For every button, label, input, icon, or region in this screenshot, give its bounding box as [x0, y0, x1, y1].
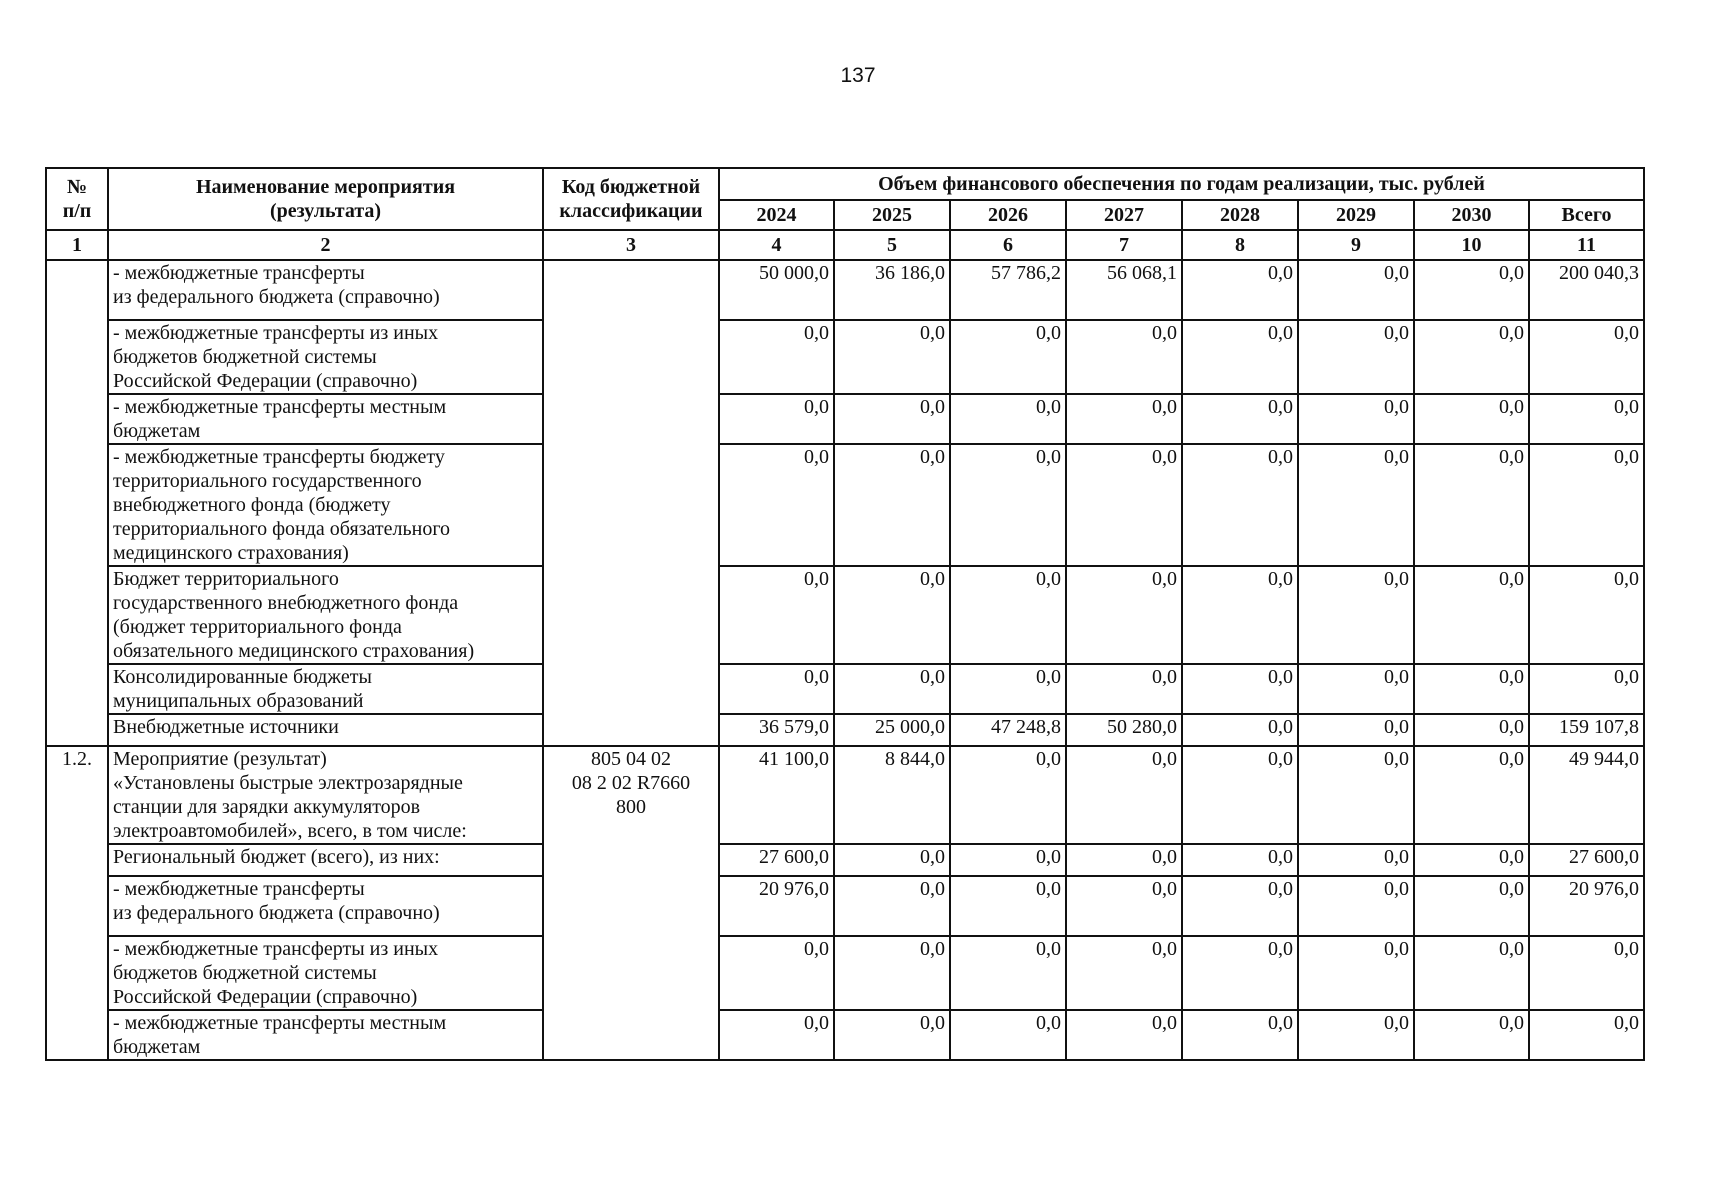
- year-value-cell: 0,0: [1298, 444, 1414, 566]
- budget-code-cell: 805 04 02 08 2 02 R7660 800: [543, 746, 719, 1060]
- activity-name-cell: - межбюджетные трансферты местным бюджетам: [108, 1010, 543, 1060]
- activity-name-cell: Внебюджетные источники: [108, 714, 543, 746]
- activity-name-cell: - межбюджетные трансферты местным бюджетам: [108, 394, 543, 444]
- header-total: Всего: [1529, 200, 1644, 230]
- year-value-cell: 0,0: [834, 1010, 950, 1060]
- year-value-cell: 0,0: [1414, 566, 1529, 664]
- year-value-cell: 36 186,0: [834, 260, 950, 320]
- year-value-cell: 0,0: [1414, 844, 1529, 876]
- year-value-cell: 0,0: [1298, 936, 1414, 1010]
- table-row: [46, 936, 1644, 1010]
- year-value-cell: 36 579,0: [719, 714, 834, 746]
- year-value-cell: 0,0: [1182, 664, 1298, 714]
- total-value-cell: 0,0: [1529, 566, 1644, 664]
- column-number: 9: [1298, 230, 1414, 260]
- header-year: 2027: [1066, 200, 1182, 230]
- header-year: 2026: [950, 200, 1066, 230]
- table-row: [46, 876, 1644, 936]
- header-year: 2030: [1414, 200, 1529, 230]
- year-value-cell: 0,0: [1298, 1010, 1414, 1060]
- table-row: [46, 444, 1644, 566]
- year-value-cell: 0,0: [834, 444, 950, 566]
- header-year: 2024: [719, 200, 834, 230]
- year-value-cell: 0,0: [834, 664, 950, 714]
- year-value-cell: 20 976,0: [719, 876, 834, 936]
- year-value-cell: 0,0: [1414, 394, 1529, 444]
- page-number: 137: [840, 64, 876, 87]
- table-row: [46, 714, 1644, 746]
- column-number: 4: [719, 230, 834, 260]
- row-number-cell: 1.2.: [46, 746, 108, 1060]
- year-value-cell: 0,0: [834, 876, 950, 936]
- table-row: [46, 394, 1644, 444]
- year-value-cell: 25 000,0: [834, 714, 950, 746]
- funding-table: [45, 167, 1645, 1061]
- column-number: 8: [1182, 230, 1298, 260]
- year-value-cell: 0,0: [1066, 394, 1182, 444]
- header-year: 2029: [1298, 200, 1414, 230]
- year-value-cell: 0,0: [1414, 746, 1529, 844]
- year-value-cell: 0,0: [950, 1010, 1066, 1060]
- year-value-cell: 0,0: [1182, 746, 1298, 844]
- column-number: 3: [543, 230, 719, 260]
- year-value-cell: 0,0: [1414, 260, 1529, 320]
- total-value-cell: 0,0: [1529, 394, 1644, 444]
- total-value-cell: 0,0: [1529, 1010, 1644, 1060]
- year-value-cell: 0,0: [1298, 566, 1414, 664]
- header-funding-volume: Объем финансового обеспечения по годам реализации, тыс. рублей: [719, 168, 1644, 200]
- table-row: [46, 320, 1644, 394]
- year-value-cell: 0,0: [950, 444, 1066, 566]
- column-number: 11: [1529, 230, 1644, 260]
- year-value-cell: 0,0: [1298, 844, 1414, 876]
- year-value-cell: 50 000,0: [719, 260, 834, 320]
- year-value-cell: 0,0: [1066, 876, 1182, 936]
- year-value-cell: 0,0: [1182, 444, 1298, 566]
- year-value-cell: 0,0: [1182, 260, 1298, 320]
- year-value-cell: 0,0: [950, 566, 1066, 664]
- year-value-cell: 0,0: [1414, 444, 1529, 566]
- year-value-cell: 0,0: [1298, 746, 1414, 844]
- year-value-cell: 0,0: [1182, 394, 1298, 444]
- year-value-cell: 0,0: [1414, 320, 1529, 394]
- year-value-cell: 0,0: [950, 664, 1066, 714]
- column-number: 1: [46, 230, 108, 260]
- year-value-cell: 0,0: [1066, 746, 1182, 844]
- year-value-cell: 0,0: [834, 566, 950, 664]
- budget-code-cell: [543, 260, 719, 746]
- activity-name-cell: - межбюджетные трансферты из федерального бюджета (справочно): [108, 260, 543, 320]
- total-value-cell: 0,0: [1529, 664, 1644, 714]
- year-value-cell: 0,0: [1414, 714, 1529, 746]
- activity-name-cell: Региональный бюджет (всего), из них:: [108, 844, 543, 876]
- column-number-row: [46, 230, 1644, 260]
- year-value-cell: 57 786,2: [950, 260, 1066, 320]
- table-row: [46, 664, 1644, 714]
- year-value-cell: 8 844,0: [834, 746, 950, 844]
- activity-name-cell: Консолидированные бюджеты муниципальных образований: [108, 664, 543, 714]
- activity-name-cell: - межбюджетные трансферты из иных бюджетов бюджетной системы Российской Федерации (справочно): [108, 936, 543, 1010]
- year-value-cell: 0,0: [719, 664, 834, 714]
- table-row: [46, 566, 1644, 664]
- year-value-cell: 0,0: [834, 320, 950, 394]
- table-row: [46, 746, 1644, 844]
- table-row: [46, 844, 1644, 876]
- column-number: 6: [950, 230, 1066, 260]
- year-value-cell: 41 100,0: [719, 746, 834, 844]
- year-value-cell: 0,0: [950, 936, 1066, 1010]
- header-year: 2025: [834, 200, 950, 230]
- year-value-cell: 0,0: [1182, 936, 1298, 1010]
- column-number: 2: [108, 230, 543, 260]
- year-value-cell: 0,0: [1414, 1010, 1529, 1060]
- year-value-cell: 0,0: [719, 320, 834, 394]
- year-value-cell: 0,0: [950, 746, 1066, 844]
- year-value-cell: 0,0: [1414, 936, 1529, 1010]
- year-value-cell: 0,0: [1066, 320, 1182, 394]
- total-value-cell: 0,0: [1529, 444, 1644, 566]
- year-value-cell: 0,0: [1066, 444, 1182, 566]
- year-value-cell: 0,0: [1182, 844, 1298, 876]
- total-value-cell: 20 976,0: [1529, 876, 1644, 936]
- year-value-cell: 0,0: [1298, 394, 1414, 444]
- year-value-cell: 0,0: [950, 876, 1066, 936]
- activity-name-cell: - межбюджетные трансферты из иных бюджетов бюджетной системы Российской Федерации (справочно): [108, 320, 543, 394]
- year-value-cell: 0,0: [1298, 320, 1414, 394]
- year-value-cell: 0,0: [1066, 936, 1182, 1010]
- year-value-cell: 0,0: [719, 566, 834, 664]
- year-value-cell: 0,0: [1298, 714, 1414, 746]
- total-value-cell: 200 040,3: [1529, 260, 1644, 320]
- total-value-cell: 27 600,0: [1529, 844, 1644, 876]
- year-value-cell: 0,0: [1066, 844, 1182, 876]
- total-value-cell: 159 107,8: [1529, 714, 1644, 746]
- year-value-cell: 27 600,0: [719, 844, 834, 876]
- year-value-cell: 0,0: [834, 394, 950, 444]
- year-value-cell: 0,0: [1298, 876, 1414, 936]
- year-value-cell: 0,0: [719, 1010, 834, 1060]
- total-value-cell: 0,0: [1529, 936, 1644, 1010]
- column-number: 10: [1414, 230, 1529, 260]
- year-value-cell: 0,0: [1182, 714, 1298, 746]
- table-body: [46, 260, 1644, 1060]
- year-value-cell: 0,0: [1066, 664, 1182, 714]
- activity-name-cell: - межбюджетные трансферты из федерального бюджета (справочно): [108, 876, 543, 936]
- total-value-cell: 0,0: [1529, 320, 1644, 394]
- header-activity-name: Наименование мероприятия (результата): [108, 168, 543, 230]
- year-value-cell: 0,0: [1414, 664, 1529, 714]
- table-row: [46, 1010, 1644, 1060]
- year-value-cell: 0,0: [1182, 876, 1298, 936]
- table-row: [46, 260, 1644, 320]
- year-value-cell: 0,0: [719, 444, 834, 566]
- year-value-cell: 0,0: [1414, 876, 1529, 936]
- year-value-cell: 0,0: [1298, 260, 1414, 320]
- year-value-cell: 0,0: [950, 394, 1066, 444]
- year-value-cell: 0,0: [1182, 566, 1298, 664]
- year-value-cell: 0,0: [1298, 664, 1414, 714]
- row-number-cell: [46, 260, 108, 746]
- year-value-cell: 56 068,1: [1066, 260, 1182, 320]
- column-number: 7: [1066, 230, 1182, 260]
- activity-name-cell: Бюджет территориального государственного внебюджетного фонда (бюджет территориального фонда обязательного медицинского страхования): [108, 566, 543, 664]
- year-value-cell: 0,0: [719, 936, 834, 1010]
- header-budget-code: Код бюджетной классификации: [543, 168, 719, 230]
- total-value-cell: 49 944,0: [1529, 746, 1644, 844]
- year-value-cell: 0,0: [834, 844, 950, 876]
- year-value-cell: 0,0: [834, 936, 950, 1010]
- header-year: 2028: [1182, 200, 1298, 230]
- year-value-cell: 0,0: [1066, 566, 1182, 664]
- year-value-cell: 0,0: [1066, 1010, 1182, 1060]
- year-value-cell: 0,0: [950, 320, 1066, 394]
- year-value-cell: 0,0: [719, 394, 834, 444]
- activity-name-cell: Мероприятие (результат) «Установлены быстрые электрозарядные станции для зарядки аккумуляторов электроавтомобилей», всего, в том числе:: [108, 746, 543, 844]
- year-value-cell: 50 280,0: [1066, 714, 1182, 746]
- year-value-cell: 0,0: [1182, 320, 1298, 394]
- year-value-cell: 47 248,8: [950, 714, 1066, 746]
- year-value-cell: 0,0: [950, 844, 1066, 876]
- year-value-cell: 0,0: [1182, 1010, 1298, 1060]
- activity-name-cell: - межбюджетные трансферты бюджету территориального государственного внебюджетного фонда (бюджету территориального фонда обязательного медицинского страхования): [108, 444, 543, 566]
- header-row-number: № п/п: [46, 168, 108, 230]
- column-number: 5: [834, 230, 950, 260]
